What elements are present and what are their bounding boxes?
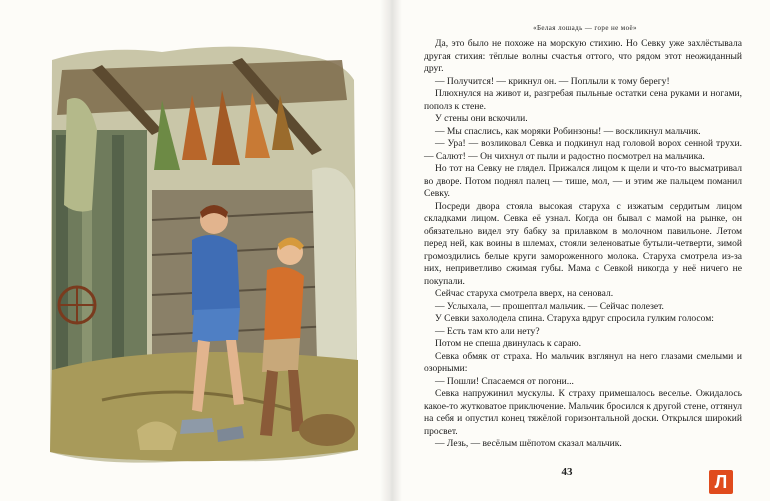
- illustration: [42, 40, 362, 470]
- publisher-logo-icon: Л: [709, 470, 733, 494]
- paragraph: — Услыхала, — прошептал мальчик. — Сейчас полезет.: [435, 300, 664, 312]
- paragraph: Сейчас старуха смотрела вверх, на сеновал.: [435, 288, 614, 299]
- paragraph: Потом не спеша двинулась к сараю.: [435, 338, 581, 349]
- paragraph: Севка обмяк от страха. Но мальчик взглянул на него глазами смелыми и озорными:: [424, 350, 742, 374]
- paragraph: — Ура! — возликовал Севка и подкинул над головой ворох сенной трухи. — Салют! — Он чихнул от пыли и радостно посмотрел на мальчика.: [424, 138, 742, 162]
- page-gutter: [380, 0, 402, 501]
- page-text: [424, 38, 742, 451]
- paragraph: У Севки захолодела спина. Старуха вдруг спросила гулким голосом:: [435, 313, 714, 324]
- paragraph: — Лезь, — весёлым шёпотом сказал мальчик.: [435, 438, 622, 449]
- paragraph: Но тот на Севку не глядел. Прижался лицом к щели и что-то высматривал во дворе. Потом поднял палец — тише, мол, — и этим же пальцем поманил Севку.: [424, 163, 742, 199]
- paragraph: Да, это было не похоже на морскую стихию. Но Севку уже захлёстывала другая стихия: тёплые волны счастья оттого, что рядом этот неожиданный друг.: [424, 38, 742, 74]
- page-number: 43: [561, 466, 573, 478]
- paragraph: Севка напружинил мускулы. К страху примешалось веселье. Ожидалось какое-то жутковатое приключение. Мальчик бросился к другой стене, оттянул на себя и опустил конец тяжёлой горизонтальной доски. Открылся широкий просвет.: [424, 388, 742, 437]
- paragraph: Посреди двора стояла высокая старуха с изжатым сердитым лицом складками лицом. Севка её узнал. Когда он бывал с мамой на рынке, он обязательно видел эту бабку за прилавком в молочном павильоне. Летом перед ней, как воины в шлемах, стояли зеленоватые бутыли-четверти, зимой громоздились белые круги замороженного молока. Старуха смотрела из-за них, неприветливо сжимая губы. Мама с Севкой никогда у неё ничего не покупали.: [424, 200, 742, 287]
- paragraph: — Есть там кто али нету?: [435, 325, 540, 337]
- paragraph: — Мы спаслись, как моряки Робинзоны! — воскликнул мальчик.: [435, 125, 701, 137]
- paragraph: — Получится! — крикнул он. — Поплыли к тому берегу!: [435, 75, 670, 87]
- paragraph: — Пошли! Спасаемся от погони...: [435, 375, 574, 387]
- running-head: «Белая лошадь — горе не моё»: [533, 24, 637, 32]
- paragraph: У стены они вскочили.: [435, 113, 528, 124]
- paragraph: Плюхнулся на живот и, разгребая пыльные остатки сена руками и ногами, пополз к стене.: [424, 88, 742, 112]
- barn-illustration: [42, 40, 362, 470]
